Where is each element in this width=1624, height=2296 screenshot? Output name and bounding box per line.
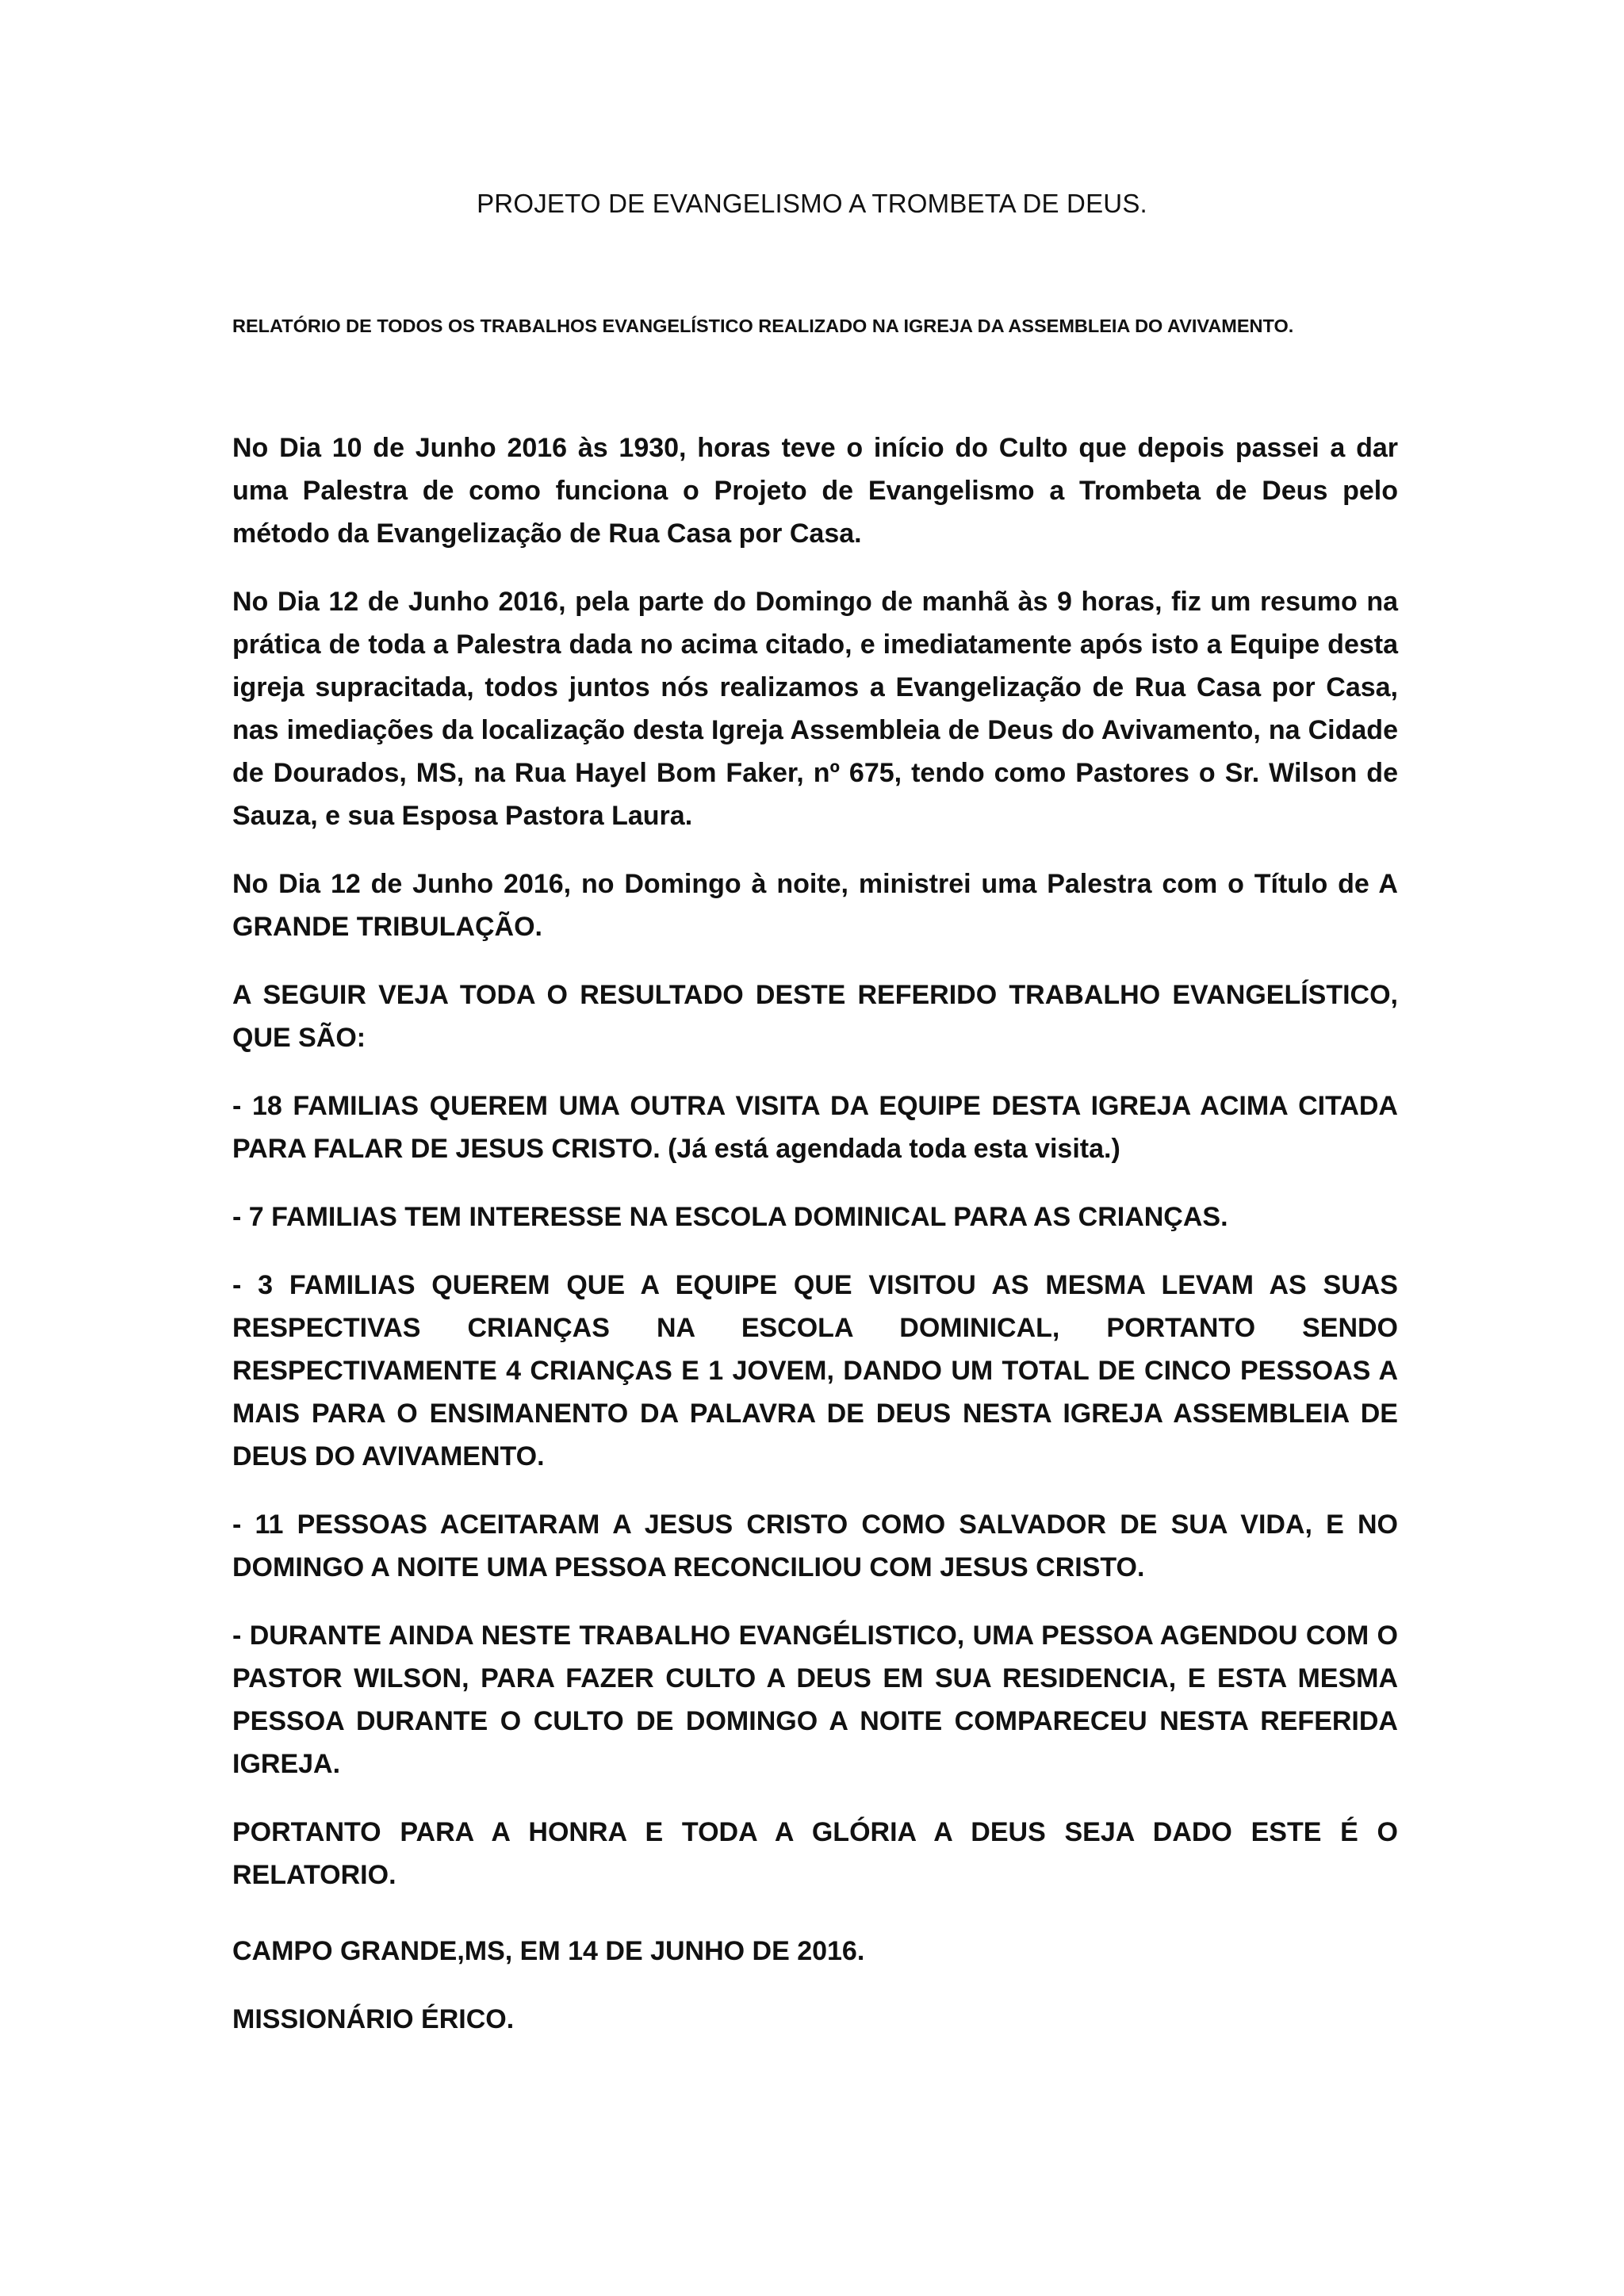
- result-item-3-families: - 3 FAMILIAS QUEREM QUE A EQUIPE QUE VISITOU AS MESMA LEVAM AS SUAS RESPECTIVAS CRIANÇAS NA ESCOLA DOMINICAL, PORTANTO SENDO RESPECTIVAMENTE 4 CRIANÇAS E 1 JOVEM, DANDO UM TOTAL DE CINCO PESSOAS A MAIS PARA O ENSIMANENTO DA PALAVRA DE DEUS NESTA IGREJA ASSEMBLEIA DE DEUS DO AVIVAMENTO.: [232, 1270, 1398, 1471]
- paragraph-evangelization: No Dia 12 de Junho 2016, pela parte do Domingo de manhã às 9 horas, fiz um resumo na prática de toda a Palestra dada no acima citado, e imediatamente após isto a Equipe desta igreja supracitada, todos juntos nós realizamos a Evangelização de Rua Casa por Casa, nas imediações da localização desta Igreja Assembleia de Deus do Avivamento, na Cidade de Dourados, MS, na Rua Hayel Bom Faker, nº 675, tendo como Pastores o Sr. Wilson de Sauza, e sua Esposa Pastora Laura.: [232, 587, 1398, 831]
- result-item-11-people: - 11 PESSOAS ACEITARAM A JESUS CRISTO COMO SALVADOR DE SUA VIDA, E NO DOMINGO A NOITE UMA PESSOA RECONCILIOU COM JESUS CRISTO.: [232, 1510, 1398, 1582]
- result-item-7-families: - 7 FAMILIAS TEM INTERESSE NA ESCOLA DOMINICAL PARA AS CRIANÇAS.: [232, 1202, 1228, 1232]
- paragraph-opening-culto: No Dia 10 de Junho 2016 às 1930, horas teve o início do Culto que depois passei a dar uma Palestra de como funciona o Projeto de Evangelismo a Trombeta de Deus pelo método da Evangelização de Rua Casa por Casa.: [232, 433, 1398, 549]
- paragraph-closing: PORTANTO PARA A HONRA E TODA A GLÓRIA A DEUS SEJA DADO ESTE É O RELATORIO.: [232, 1817, 1398, 1890]
- place-date: CAMPO GRANDE,MS, EM 14 DE JUNHO DE 2016.: [232, 1936, 865, 1966]
- signature-block: [232, 1930, 1398, 2066]
- result-item-18-families: - 18 FAMILIAS QUEREM UMA OUTRA VISITA DA EQUIPE DESTA IGREJA ACIMA CITADA PARA FALAR DE JESUS CRISTO. (Já está agendada toda esta visita.): [232, 1091, 1398, 1164]
- result-item-scheduled-culto: - DURANTE AINDA NESTE TRABALHO EVANGÉLISTICO, UMA PESSOA AGENDOU COM O PASTOR WILSON, PARA FAZER CULTO A DEUS EM SUA RESIDENCIA, E ESTA MESMA PESSOA DURANTE O CULTO DE DOMINGO A NOITE COMPARECEU NESTA REFERIDA IGREJA.: [232, 1621, 1398, 1779]
- report-subtitle: RELATÓRIO DE TODOS OS TRABALHOS EVANGELÍSTICO REALIZADO NA IGREJA DA ASSEMBLEIA DO AVIVAMENTO.: [232, 316, 1294, 336]
- document-title: PROJETO DE EVANGELISMO A TROMBETA DE DEUS.: [477, 189, 1147, 218]
- report-body: [232, 427, 1398, 1922]
- paragraph-results-intro: A SEGUIR VEJA TODA O RESULTADO DESTE REFERIDO TRABALHO EVANGELÍSTICO, QUE SÃO:: [232, 980, 1398, 1053]
- paragraph-sunday-night: No Dia 12 de Junho 2016, no Domingo à noite, ministrei uma Palestra com o Título de A GRANDE TRIBULAÇÃO.: [232, 869, 1398, 942]
- signature-name: MISSIONÁRIO ÉRICO.: [232, 2004, 515, 2034]
